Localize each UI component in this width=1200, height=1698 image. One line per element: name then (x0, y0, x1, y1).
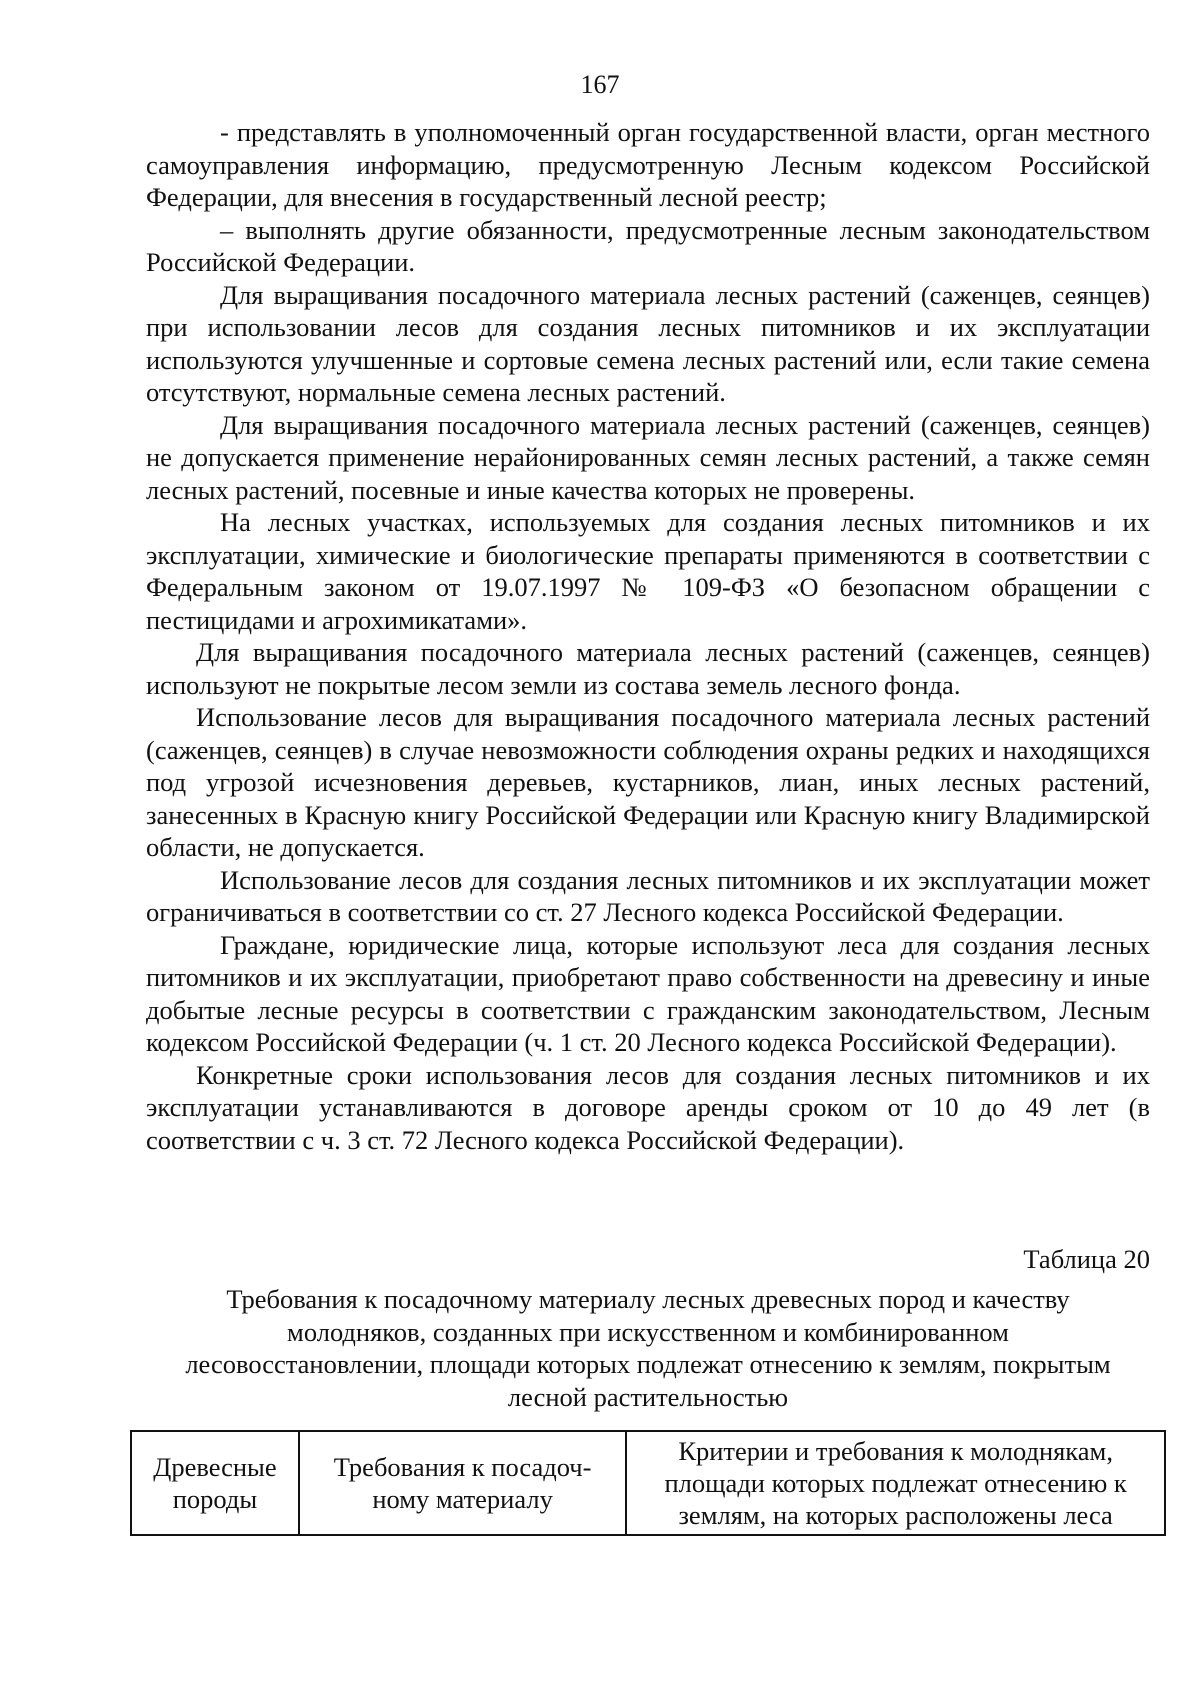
header-line: Древесные (153, 1452, 277, 1482)
paragraph: Граждане, юридические лица, которые используют леса для создания лесных питомников и их эксплуатации, приобретают право собственности на древесину и иные добытые лесные ресурсы в соответствии с гражданским законодательством, Лесным кодексом Российской Федерации (ч. 1 ст. 20 Лесного кодекса Российской Федерации). (146, 929, 1150, 1057)
page-number: 167 (580, 70, 620, 99)
table-caption (146, 1283, 1150, 1413)
paragraph: Конкретные сроки использования лесов для создания лесных питомников и их эксплуатации устанавливаются в договоре аренды сроком от 10 до 49 лет (в соответствии с ч. 3 ст. 72 Лесного кодекса Российской Федерации). (146, 1059, 1150, 1155)
paragraph: Для выращивания посадочного материала лесных растений (саженцев, сеянцев) используют не покрытые лесом земли из состава земель лесного фонда. (146, 637, 1150, 700)
header-line: землям, на которых расположены леса (678, 1500, 1113, 1530)
paragraph: Для выращивания посадочного материала лесных растений (саженцев, сеянцев) при использовании лесов для создания лесных питомников и их эксплуатации используются улучшенные и сортовые семена лесных растений или, если такие семена отсутствуют, нормальные семена лесных растений. (146, 279, 1150, 407)
caption-line: лесовосстановлении, площади которых подлежат отнесению к землям, покрытым (185, 1349, 1111, 1379)
paragraph: Использование лесов для создания лесных питомников и их эксплуатации может ограничиваться в соответствии со ст. 27 Лесного кодекса Российской Федерации. (146, 864, 1150, 927)
caption-line: лесной растительностью (507, 1381, 789, 1412)
header-line: площади которых подлежат отнесению к (664, 1468, 1127, 1498)
table-label: Таблица 20 (1023, 1244, 1150, 1274)
header-line: Требования к посадоч- (333, 1452, 592, 1482)
header-line: Критерии и требования к молоднякам, (678, 1436, 1113, 1466)
caption-line: молодняков, созданных при искусственном и комбинированном (287, 1316, 1009, 1347)
header-line: породы (172, 1484, 258, 1514)
caption-line: Требования к посадочному материалу лесных древесных пород и качеству (226, 1284, 1070, 1314)
body-text (146, 116, 1150, 1156)
paragraph: Использование лесов для выращивания посадочного материала лесных растений (саженцев, сеянцев) в случае невозможности соблюдения охраны редких и находящихся под угрозой исчезновения деревьев, кустарников, лиан, иных лесных растений, занесенных в Красную книгу Российской Федерации или Красную книгу Владимирской области, не допускается. (146, 702, 1150, 862)
table-header-row (131, 1431, 1165, 1535)
paragraph: - представлять в уполномоченный орган государственной власти, орган местного самоуправления информацию, предусмотренную Лесным кодексом Российской Федерации, для внесения в государственный лесной реестр; (146, 117, 1150, 212)
paragraph: На лесных участках, используемых для создания лесных питомников и их эксплуатации, химические и биологические препараты применяются в соответствии с Федеральным законом от 19.07.1997 № 109-ФЗ «О безопасном обращении с пестицидами и агрохимикатами». (146, 507, 1150, 635)
paragraph: Для выращивания посадочного материала лесных растений (саженцев, сеянцев) не допускается применение нерайонированных семян лесных растений, а также семян лесных растений, посевные и иные качества которых не проверены. (146, 409, 1150, 505)
header-criteria (626, 1431, 1165, 1535)
requirements-table (130, 1430, 1166, 1536)
header-planting-material (299, 1431, 626, 1535)
paragraph: – выполнять другие обязанности, предусмотренные лесным законодательством Российской Федерации. (146, 214, 1150, 277)
header-tree-species (131, 1431, 299, 1535)
header-line: ному материалу (372, 1484, 553, 1514)
